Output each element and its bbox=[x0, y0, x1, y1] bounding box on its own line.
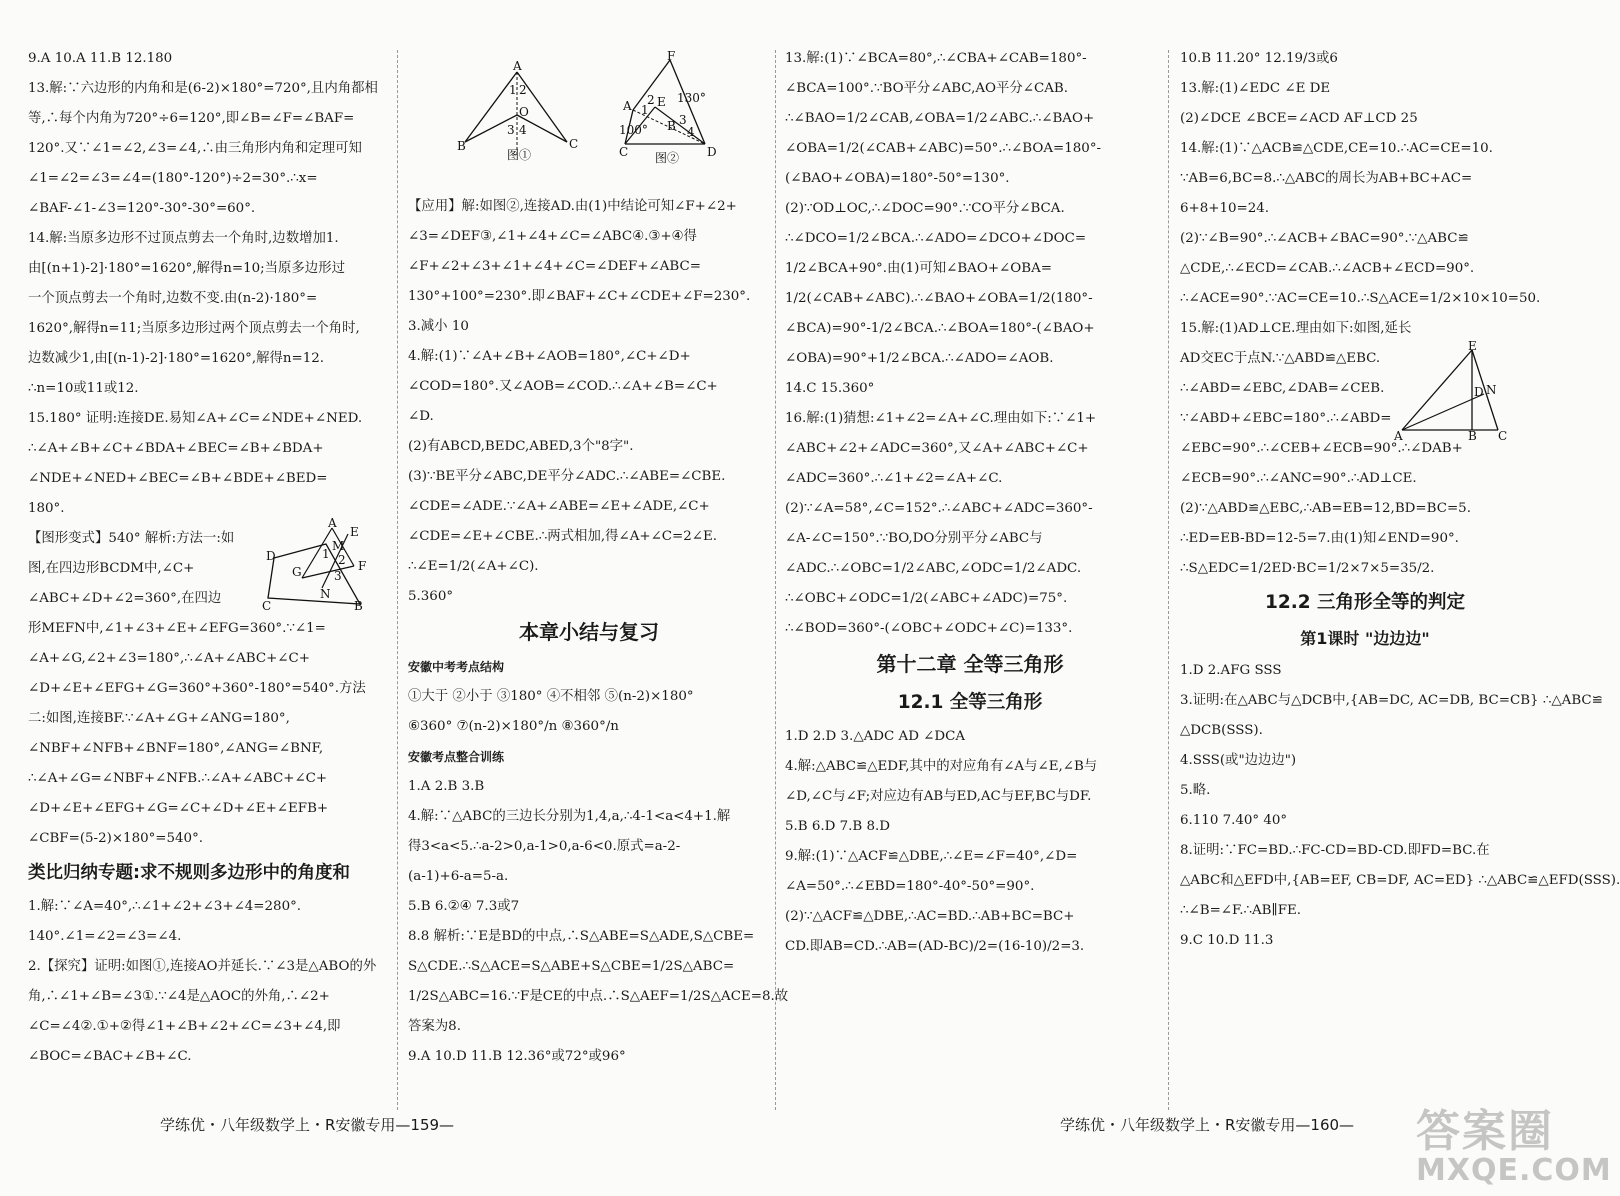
answer-line: 180°. bbox=[28, 501, 65, 516]
answer-line: S△CDE.∴S△ACE=S△ABE+S△CBE=1/2S△ABC= bbox=[408, 959, 735, 974]
answer-line: ∠ECB=90°.∴∠ANC=90°.∴AD⊥CE. bbox=[1180, 471, 1417, 486]
answer-line: (2)有ABCD,BEDC,ABED,3个"8字". bbox=[408, 439, 634, 454]
fig1-caption: 图① bbox=[507, 148, 532, 162]
topic-heading: 类比归纳专题:求不规则多边形中的角度和 bbox=[28, 863, 350, 883]
answer-line: ∵∠ABD+∠EBC=180°.∴∠ABD= bbox=[1180, 411, 1392, 426]
answer-line: ∠A-∠C=150°.∵BO,DO分别平分∠ABC与 bbox=[785, 531, 1043, 546]
answer-line: 4.SSS(或"边边边") bbox=[1180, 753, 1297, 768]
answer-line: ∴∠E=1/2(∠A+∠C). bbox=[408, 559, 539, 574]
answer-line: 二:如图,连接BF.∵∠A+∠G+∠ANG=180°, bbox=[28, 711, 290, 726]
answer-line: ∠D+∠E+∠EFG+∠G=∠C+∠D+∠E+∠EFB+ bbox=[28, 801, 329, 816]
column-divider bbox=[775, 50, 776, 1110]
column-2 bbox=[408, 44, 789, 1072]
answer-line: 14.C 15.360° bbox=[785, 381, 875, 396]
fig2-label: 1 bbox=[641, 103, 649, 117]
answer-line: 由[(n+1)-2]·180°=1620°,解得n=10;当原多边形过 bbox=[28, 261, 345, 276]
fig2-label: C bbox=[619, 145, 629, 159]
answer-line: ∠CDE=∠ADE.∵∠A+∠ABE=∠E+∠ADE,∠C+ bbox=[408, 499, 710, 514]
answer-line: 5.360° bbox=[408, 589, 454, 604]
answer-line: (2)∵∠A=58°,∠C=152°.∴∠ABC+∠ADC=360°- bbox=[785, 501, 1093, 516]
answer-line: ∴∠BOD=360°-(∠OBC+∠ODC+∠C)=133°. bbox=[785, 621, 1073, 636]
answer-line: 15.解:(1)AD⊥CE.理由如下:如图,延长 bbox=[1180, 321, 1412, 336]
page-footer-160: 学练优・八年级数学上・R安徽专用—160— bbox=[1060, 1116, 1355, 1134]
answer-line: 1.解:∵∠A=40°,∴∠1+∠2+∠3+∠4=280°. bbox=[28, 899, 302, 914]
fig3-label: 1 bbox=[322, 547, 330, 561]
watermark-url: MXQE.COM bbox=[1416, 1153, 1612, 1188]
answer-line: 等,∴每个内角为720°÷6=120°,即∠B=∠F=∠BAF= bbox=[28, 111, 355, 126]
fig4-label: C bbox=[1498, 429, 1508, 443]
answer-line: 答案为8. bbox=[408, 1019, 461, 1034]
answer-line: 13.解:(1)∠EDC ∠E DE bbox=[1180, 81, 1331, 96]
fig3-label: 3 bbox=[334, 569, 342, 583]
answer-line: ∠D. bbox=[408, 409, 434, 424]
answer-line: ∴∠DCO=1/2∠BCA.∴∠ADO=∠DCO+∠DOC= bbox=[785, 231, 1087, 246]
answer-line: ∴∠ACE=90°.∵AC=CE=10.∴S△ACE=1/2×10×10=50. bbox=[1180, 291, 1541, 306]
answer-line: (∠BAO+∠OBA)=180°-50°=130°. bbox=[785, 171, 1010, 186]
answer-line: 5.略. bbox=[1180, 783, 1211, 798]
section-12-1-heading: 12.1 全等三角形 bbox=[897, 692, 1043, 713]
answer-line: 【图形变式】540° 解析:方法一:如 bbox=[28, 531, 235, 546]
answer-line: 10.B 11.20° 12.19/3或6 bbox=[1180, 51, 1338, 66]
fig1-label: B bbox=[457, 139, 466, 153]
answer-line: ∠OBA)=90°+1/2∠BCA.∴∠ADO=∠AOB. bbox=[785, 351, 1054, 366]
answer-line: ∴∠A+∠G=∠NBF+∠NFB.∴∠A+∠ABC+∠C+ bbox=[28, 771, 328, 786]
answer-line: 8.证明:∵FC=BD.∴FC-CD=BD-CD.即FD=BC.在 bbox=[1180, 843, 1490, 858]
answer-line: 9.A 10.D 11.B 12.36°或72°或96° bbox=[408, 1049, 626, 1064]
fig4-label: D bbox=[1474, 385, 1484, 399]
fig1-label: C bbox=[569, 137, 579, 151]
answer-line: (a-1)+6-a=5-a. bbox=[408, 869, 509, 884]
answer-line: 5.B 6.②④ 7.3或7 bbox=[408, 899, 520, 914]
fig2-label: 4 bbox=[687, 125, 695, 139]
answer-line: 14.解:当原多边形不过顶点剪去一个角时,边数增加1. bbox=[28, 231, 339, 246]
answer-line: ∴∠B=∠F.∴AB∥FE. bbox=[1180, 903, 1302, 918]
answer-line: ∠F+∠2+∠3+∠1+∠4+∠C=∠DEF+∠ABC= bbox=[408, 259, 701, 274]
answer-line: 【应用】解:如图②,连接AD.由(1)中结论可知∠F+∠2+ bbox=[408, 199, 737, 214]
fig3-label: G bbox=[292, 565, 302, 579]
figure-1 bbox=[455, 60, 585, 160]
watermark-text: 答案圈 bbox=[1416, 1106, 1554, 1157]
fig2-label: 130° bbox=[677, 91, 706, 105]
figure-2 bbox=[615, 49, 735, 165]
fig2-label: F bbox=[667, 49, 676, 63]
answer-line: 安徽中考考点结构 bbox=[408, 660, 505, 674]
fig2-label: 100° bbox=[619, 123, 648, 137]
answer-line: 一个顶点剪去一个角时,边数不变.由(n-2)·180°= bbox=[28, 291, 318, 306]
fig2-label: 2 bbox=[647, 93, 655, 107]
answer-line: 13.解:(1)∵∠BCA=80°,∴∠CBA+∠CAB=180°- bbox=[785, 51, 1087, 66]
answer-line: ∴∠BAO=1/2∠CAB,∠OBA=1/2∠ABC.∴∠BAO+ bbox=[785, 111, 1095, 126]
answer-line: ∴n=10或11或12. bbox=[28, 381, 139, 396]
fig1-label: O bbox=[519, 105, 529, 119]
column-3 bbox=[785, 44, 1155, 962]
answer-line: ∠ABC+∠D+∠2=360°,在四边 bbox=[28, 591, 222, 606]
answer-line: ∠ADC=360°.∴∠1+∠2=∠A+∠C. bbox=[785, 471, 1003, 486]
fig3-label: C bbox=[262, 599, 272, 613]
fig4-label: A bbox=[1394, 429, 1403, 443]
fig2-label: A bbox=[623, 99, 632, 113]
answer-line: ∵AB=6,BC=8.∴△ABC的周长为AB+BC+AC= bbox=[1180, 171, 1473, 186]
answer-line: 1/2S△ABC=16.∵F是CE的中点.∴S△AEF=1/2S△ACE=8.故 bbox=[408, 989, 789, 1004]
answer-line: 15.180° 证明:连接DE.易知∠A+∠C=∠NDE+∠NED. bbox=[28, 411, 363, 426]
answer-line: 9.A 10.A 11.B 12.180 bbox=[28, 51, 173, 66]
answer-line: ∠1=∠2=∠3=∠4=(180°-120°)÷2=30°.∴x= bbox=[28, 171, 318, 186]
answer-line: 16.解:(1)猜想:∠1+∠2=∠A+∠C.理由如下:∵∠1+ bbox=[785, 411, 1097, 426]
fig3-label: E bbox=[350, 525, 359, 539]
answer-line: ∴∠ABD=∠EBC,∠DAB=∠CEB. bbox=[1180, 381, 1385, 396]
answer-line: 3.证明:在△ABC与△DCB中,{AB=DC, AC=DB, BC=CB} ∴△ABC≌ bbox=[1180, 693, 1603, 708]
answer-line: 6+8+10=24. bbox=[1180, 201, 1270, 216]
fig4-label: N bbox=[1486, 383, 1497, 397]
answer-line: 形MEFN中,∠1+∠3+∠E+∠EFG=360°.∵∠1= bbox=[28, 621, 326, 636]
fig2-label: B bbox=[667, 119, 676, 133]
answer-line: 9.解:(1)∵△ACF≌△DBE,∴∠E=∠F=40°,∠D= bbox=[785, 849, 1078, 864]
fig3-label: B bbox=[354, 599, 363, 613]
figure-3 bbox=[262, 516, 382, 613]
answer-line: ∠OBA=1/2(∠CAB+∠ABC)=50°.∴∠BOA=180°- bbox=[785, 141, 1102, 156]
answer-line: 1.A 2.B 3.B bbox=[408, 779, 485, 794]
answer-line: 4.解:∵△ABC的三边长分别为1,4,a,∴4-1<a<4+1.解 bbox=[408, 809, 731, 824]
answer-line: 140°.∠1=∠2=∠3=∠4. bbox=[28, 929, 182, 944]
answer-line: ∠EBC=90°.∴∠CEB+∠ECB=90°.∴∠DAB+ bbox=[1180, 441, 1463, 456]
answer-line: ∠BAF-∠1-∠3=120°-30°-30°=60°. bbox=[28, 201, 256, 216]
answer-line: 3.减小 10 bbox=[408, 319, 469, 334]
fig4-label: E bbox=[1468, 339, 1477, 353]
fig3-label: N bbox=[320, 587, 331, 601]
answer-line: 13.解:∵六边形的内角和是(6-2)×180°=720°,且内角都相 bbox=[28, 81, 378, 96]
answer-line: 1620°,解得n=11;当原多边形过两个顶点剪去一个角时, bbox=[28, 321, 360, 336]
answer-line: ∴∠A+∠B+∠C+∠BDA+∠BEC=∠B+∠BDA+ bbox=[28, 441, 324, 456]
answer-line: 6.110 7.40° 40° bbox=[1180, 813, 1288, 828]
fig3-label: M bbox=[332, 539, 345, 553]
answer-line: 图,在四边形BCDM中,∠C+ bbox=[28, 561, 195, 576]
answer-line: ∠BOC=∠BAC+∠B+∠C. bbox=[28, 1049, 192, 1064]
answer-line: ∠3=∠DEF③,∠1+∠4+∠C=∠ABC④.③+④得 bbox=[408, 229, 697, 244]
answer-line: 角,∴∠1+∠B=∠3①.∵∠4是△AOC的外角,∴∠2+ bbox=[28, 989, 330, 1004]
answer-line: (2)∵∠B=90°.∴∠ACB+∠BAC=90°.∵△ABC≌ bbox=[1180, 231, 1469, 246]
fig2-label: E bbox=[657, 95, 666, 109]
section-12-2-heading: 12.2 三角形全等的判定 bbox=[1264, 592, 1466, 613]
column-4 bbox=[1180, 44, 1620, 956]
answer-line: ∴S△EDC=1/2ED·BC=1/2×7×5=35/2. bbox=[1180, 561, 1435, 576]
fig2-caption: 图② bbox=[655, 151, 680, 165]
answer-line: (2)∵OD⊥OC,∴∠DOC=90°.∵CO平分∠BCA. bbox=[785, 201, 1065, 216]
watermark bbox=[1416, 1106, 1612, 1188]
answer-line: ∠CDE=∠E+∠CBE.∴两式相加,得∠A+∠C=2∠E. bbox=[408, 529, 718, 544]
answer-line: ∠ADC.∴∠OBC=1/2∠ABC,∠ODC=1/2∠ADC. bbox=[785, 561, 1082, 576]
answer-line: ∠CBF=(5-2)×180°=540°. bbox=[28, 831, 204, 846]
answer-line: (3)∵BE平分∠ABC,DE平分∠ADC.∴∠ABE=∠CBE. bbox=[408, 469, 726, 484]
answer-line: AD交EC于点N.∵△ABD≌△EBC. bbox=[1180, 351, 1381, 366]
answer-line: ∠NBF+∠NFB+∠BNF=180°,∠ANG=∠BNF, bbox=[28, 741, 324, 756]
answer-line: ∴ED=EB-BD=12-5=7.由(1)知∠END=90°. bbox=[1180, 531, 1459, 546]
fig3-label: F bbox=[358, 559, 367, 573]
fig3-label: D bbox=[266, 549, 276, 563]
fig1-label: 4 bbox=[519, 123, 527, 137]
fig1-label: 1 bbox=[509, 83, 517, 97]
fig3-label: 2 bbox=[338, 553, 346, 567]
answer-line: 120°.又∵∠1=∠2,∠3=∠4,∴由三角形内角和定理可知 bbox=[28, 141, 362, 156]
chapter-summary-heading: 本章小结与复习 bbox=[519, 620, 659, 644]
answer-line: ∠COD=180°.又∠AOB=∠COD.∴∠A+∠B=∠C+ bbox=[408, 379, 718, 394]
fig1-label: 2 bbox=[519, 83, 527, 97]
answer-line: ∠A+∠G,∠2+∠3=180°,∴∠A+∠ABC+∠C+ bbox=[28, 651, 310, 666]
answer-line: 4.解:(1)∵∠A+∠B+∠AOB=180°,∠C+∠D+ bbox=[408, 349, 691, 364]
answer-line: 9.C 10.D 11.3 bbox=[1180, 933, 1274, 948]
answer-line: ∴∠OBC+∠ODC=1/2(∠ABC+∠ADC)=75°. bbox=[785, 591, 1068, 606]
answer-line: ⑥360° ⑦(n-2)×180°/n ⑧360°/n bbox=[408, 719, 619, 734]
answer-line: 8.8 解析:∵E是BD的中点,∴S△ABE=S△ADE,S△CBE= bbox=[408, 929, 755, 944]
answer-line: ∠ABC+∠2+∠ADC=360°,又∠A+∠ABC+∠C+ bbox=[785, 441, 1089, 456]
answer-line: △CDE,∴∠ECD=∠CAB.∴∠ACB+∠ECD=90°. bbox=[1180, 261, 1475, 276]
answer-line: ∠BCA)=90°-1/2∠BCA.∴∠BOA=180°-(∠BAO+ bbox=[785, 321, 1095, 336]
fig2-label: D bbox=[707, 145, 717, 159]
answer-line: 1/2∠BCA+90°.由(1)可知∠BAO+∠OBA= bbox=[785, 261, 1052, 276]
answer-line: 边数减少1,由[(n-1)-2]·180°=1620°,解得n=12. bbox=[28, 351, 325, 366]
column-divider bbox=[397, 50, 398, 1110]
answer-line: (2)∠DCE ∠BCE=∠ACD AF⊥CD 25 bbox=[1180, 111, 1418, 126]
answer-line: ①大于 ②小于 ③180° ④不相邻 ⑤(n-2)×180° bbox=[408, 689, 694, 704]
answer-line: 得3<a<5.∴a-2>0,a-1>0,a-6<0.原式=a-2- bbox=[408, 839, 681, 854]
answer-line: 4.解:△ABC≌△EDF,其中的对应角有∠A与∠E,∠B与 bbox=[785, 759, 1098, 774]
answer-line: ∠D+∠E+∠EFG+∠G=360°+360°-180°=540°.方法 bbox=[28, 681, 366, 696]
answer-line: ∠A=50°.∴∠EBD=180°-40°-50°=90°. bbox=[785, 879, 1035, 894]
answer-line: ∠NDE+∠NED+∠BEC=∠B+∠BDE+∠BED= bbox=[28, 471, 328, 486]
answer-line: ∠BCA=100°.∵BO平分∠ABC,AO平分∠CAB. bbox=[785, 81, 1068, 96]
answer-line: 1/2(∠CAB+∠ABC).∴∠BAO+∠OBA=1/2(180°- bbox=[785, 291, 1093, 306]
answer-line: 2.【探究】证明:如图①,连接AO并延长.∵∠3是△ABO的外 bbox=[28, 959, 377, 974]
answer-line: 安徽考点整合训练 bbox=[408, 750, 505, 764]
answer-line: (2)∵△ACF≌△DBE,∴AC=BD.∴AB+BC=BC+ bbox=[785, 909, 1075, 924]
fig1-label: 3 bbox=[507, 123, 515, 137]
page-footer-159: 学练优・八年级数学上・R安徽专用—159— bbox=[160, 1116, 455, 1134]
answer-line: 130°+100°=230°.即∠BAF+∠C+∠CDE+∠F=230°. bbox=[408, 289, 751, 304]
fig2-label: 3 bbox=[679, 113, 687, 127]
answer-line: ∠C=∠4②.①+②得∠1+∠B+∠2+∠C=∠3+∠4,即 bbox=[28, 1019, 341, 1034]
fig4-label: B bbox=[1468, 429, 1477, 443]
fig1-label: A bbox=[513, 59, 522, 73]
answer-line: 1.D 2.AFG SSS bbox=[1180, 663, 1282, 678]
column-divider bbox=[1168, 50, 1169, 1110]
answer-line: ∠D,∠C与∠F;对应边有AB与ED,AC与EF,BC与DF. bbox=[785, 789, 1092, 804]
lesson-1-heading: 第1课时 "边边边" bbox=[1300, 629, 1430, 648]
figure-4 bbox=[1394, 339, 1524, 443]
answer-line: △ABC和△EFD中,{AB=EF, CB=DF, AC=ED} ∴△ABC≌△EFD(SSS). bbox=[1180, 873, 1620, 888]
answer-line: △DCB(SSS). bbox=[1180, 723, 1263, 738]
chapter-12-heading: 第十二章 全等三角形 bbox=[876, 652, 1064, 676]
answer-line: (2)∵△ABD≌△EBC,∴AB=EB=12,BD=BC=5. bbox=[1180, 501, 1471, 516]
answer-line: CD.即AB=CD.∴AB=(AD-BC)/2=(16-10)/2=3. bbox=[785, 939, 1085, 954]
answer-line: 5.B 6.D 7.B 8.D bbox=[785, 819, 891, 834]
fig3-label: A bbox=[328, 516, 337, 530]
answer-line: 14.解:(1)∵△ACB≌△CDE,CE=10.∴AC=CE=10. bbox=[1180, 141, 1493, 156]
answer-line: 1.D 2.D 3.△ADC AD ∠DCA bbox=[785, 729, 966, 744]
